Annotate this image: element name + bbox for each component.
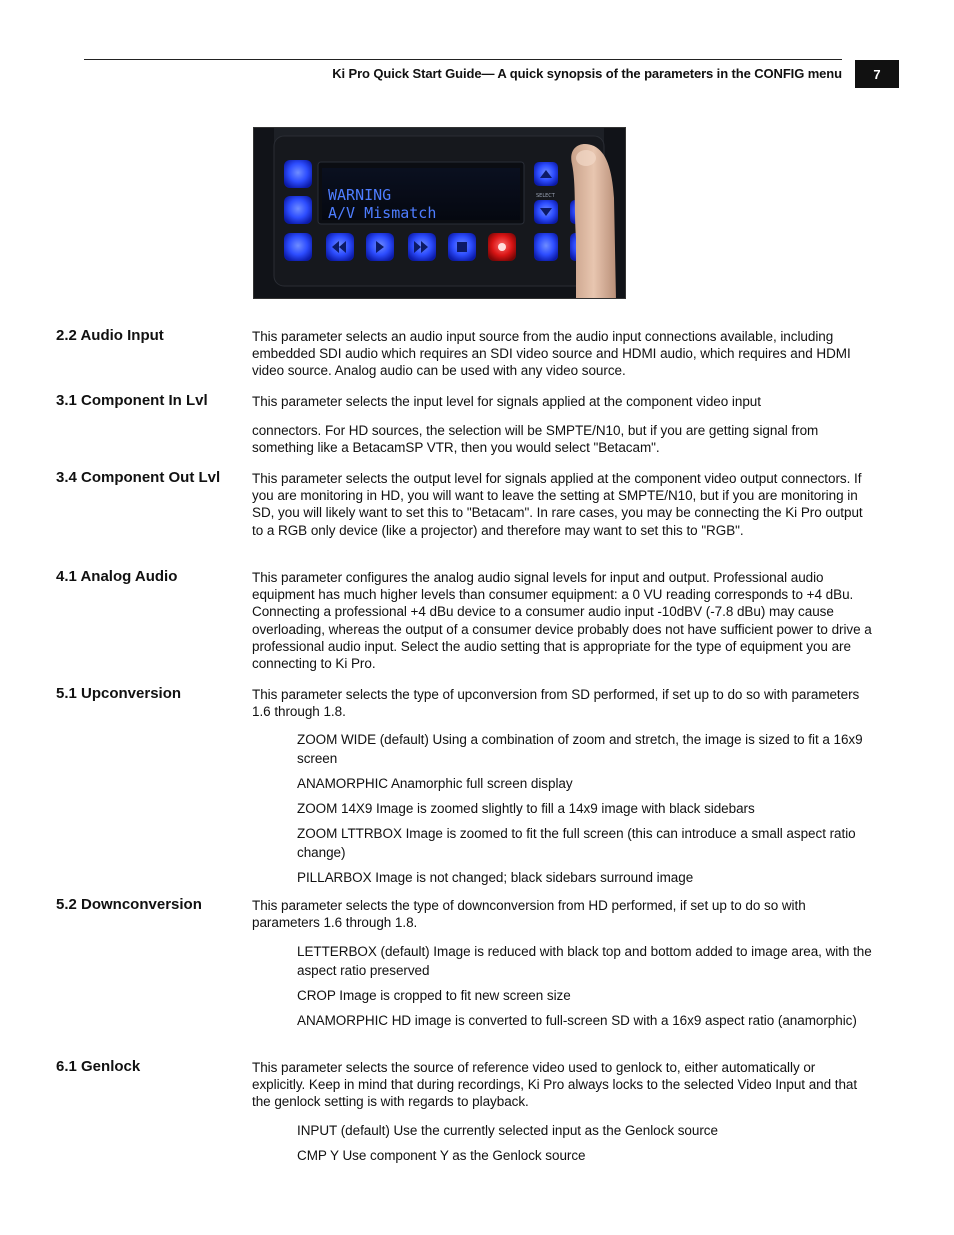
section-text-component-in-2: connectors. For HD sources, the selection will be SMPTE/N10, but if you are getting signal from something like a BetacamSP VTR, then you would select "Betacam". xyxy=(252,423,819,456)
list-item: PILLARBOX Image is not changed; black sidebars surround image xyxy=(297,870,694,885)
section-text-upconversion: This parameter selects the type of upconversion from SD performed, if set up to do so with parameters 1.6 through 1.8. xyxy=(252,687,860,720)
list-item: CMP Y Use component Y as the Genlock source xyxy=(297,1148,586,1163)
section-text-analog-audio: This parameter configures the analog audio signal levels for input and output. Professional audio equipment has much higher levels than consumer equipment: a 0 VU reading corresponds to +4 dBu. Connecting a professional +4 dBu device to a consumer audio input -10dBV (-7.8 dBu) may cause overloading, whereas the output of a consumer device probably does not have sufficient power to drive a professional audio input. Select the audio setting that is appropriate for the type of equipment you are connecting to Ki Pro. xyxy=(252,570,872,672)
lcd-line-2: A/V Mismatch xyxy=(328,204,437,222)
section-label-downconversion: 5.2 Downconversion xyxy=(56,896,202,913)
list-item: INPUT (default) Use the currently selected input as the Genlock source xyxy=(297,1123,718,1138)
section-label-audio-input: 2.2 Audio Input xyxy=(56,327,164,344)
panel-illustration xyxy=(254,128,626,299)
section-text-genlock: This parameter selects the source of reference video used to genlock to, either automatically or explicitly. Keep in mind that during recordings, Ki Pro always locks to the selected Video Input and that the genlock setting is with regards to playback. xyxy=(252,1060,858,1110)
section-text-downconversion: This parameter selects the type of downconversion from HD performed, if set up to do so with parameters 1.6 through 1.8. xyxy=(252,898,806,931)
lcd-line-1: WARNING xyxy=(328,186,392,204)
header-rule xyxy=(84,59,842,60)
section-label-genlock: 6.1 Genlock xyxy=(56,1058,141,1075)
list-item: ANAMORPHIC HD image is converted to full-screen SD with a 16x9 aspect ratio (anamorphic) xyxy=(297,1013,857,1028)
list-item: ZOOM 14X9 Image is zoomed slightly to fill a 14x9 image with black sidebars xyxy=(297,801,755,816)
section-text-component-in-1: This parameter selects the input level for signals applied at the component video input xyxy=(252,394,761,409)
list-item: ZOOM WIDE (default) Using a combination of zoom and stretch, the image is sized to fit a 16x9 screen xyxy=(297,732,863,766)
select-label: SELECT xyxy=(536,193,555,199)
ki-pro-panel-photo xyxy=(253,127,626,299)
section-label-component-in: 3.1 Component In Lvl xyxy=(56,392,208,409)
header-title: Ki Pro Quick Start Guide— A quick synopsis of the parameters in the CONFIG menu xyxy=(332,66,842,81)
section-label-upconversion: 5.1 Upconversion xyxy=(56,685,182,702)
list-item: LETTERBOX (default) Image is reduced with black top and bottom added to image area, with the aspect ratio preserved xyxy=(297,944,872,978)
section-text-component-out: This parameter selects the output level for signals applied at the component video output connectors. If you are monitoring in HD, you will want to leave the setting at SMPTE/N10, but if you are monitoring in SD, you will likely want to set this to "Betacam". In rare cases, you may be connecting the Ki Pro output to a RGB only device (like a projector) and therefore may want to set this to "RGB". xyxy=(252,471,863,538)
list-item: ANAMORPHIC Anamorphic full screen display xyxy=(297,776,573,791)
list-item: ZOOM LTTRBOX Image is zoomed to fit the full screen (this can introduce a small aspect ratio change) xyxy=(297,826,856,860)
section-label-component-out: 3.4 Component Out Lvl xyxy=(56,469,221,486)
section-text-audio-input: This parameter selects an audio input source from the audio input connections available, including embedded SDI audio which requires an SDI video source and HDMI audio, which requires and HDMI video source. Analog audio can be used with any video source. xyxy=(252,329,851,379)
section-label-analog-audio: 4.1 Analog Audio xyxy=(56,568,178,585)
page-number: 7 xyxy=(855,60,899,88)
list-item: CROP Image is cropped to fit new screen size xyxy=(297,988,571,1003)
